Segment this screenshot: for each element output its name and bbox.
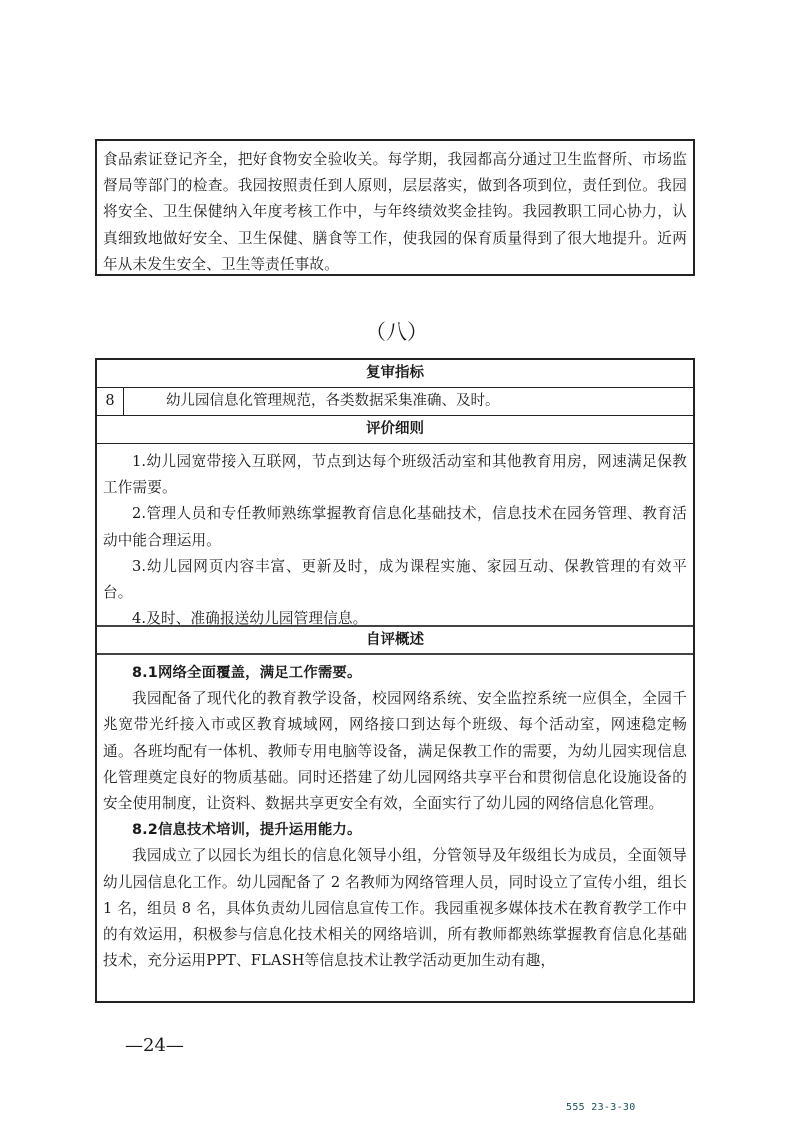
self-eval-heading: 8.2信息技术培训，提升运用能力。 (132, 822, 362, 839)
section-title: （八） (365, 320, 428, 344)
indicator-number: 8 (97, 388, 124, 415)
criteria-header: 评价细则 (97, 416, 693, 444)
review-indicator-header: 复审指标 (97, 360, 693, 388)
criteria-item: 3.幼儿园网页内容丰富、更新及时，成为课程实施、家园互动、保教管理的有效平台。 (103, 557, 687, 602)
criteria-item: 2.管理人员和专任教师熟练掌握教育信息化基础技术，信息技术在园务管理、教育活动中能合理运用。 (103, 505, 687, 549)
indicator-row (97, 388, 693, 416)
criteria-item: 4.及时、准确报送幼儿园管理信息。 (132, 610, 368, 628)
self-eval-body: 我园配备了现代化的教育教学设备，校园网络系统、安全监控系统一应俱全，全园千兆宽带光纤接入市或区教育城域网，网络接口到达每个班级、每个活动室，网速稳定畅通。各班均配有一体机、教师专用电脑等设备，满足保教工作的需要，为幼儿园实现信息化管理奠定良好的物质基础。同时还搭建了幼儿园网络共享平台和贯彻信息化设施设备的安全使用制度，让资料、数据共享更安全有效，全面实行了幼儿园的网络信息化管理。 (103, 690, 687, 813)
criteria-item: 1.幼儿园宽带接入互联网，节点到达每个班级活动室和其他教育用房，网速满足保教工作需要。 (103, 453, 687, 497)
self-eval-cell (97, 655, 693, 974)
self-eval-header: 自评概述 (97, 627, 693, 655)
continued-paragraph: 食品索证登记齐全，把好食物安全验收关。每学期，我园都高分通过卫生监督所、市场监督局等部门的检查。我园按照责任到人原则，层层落实，做到各项到位，责任到位。我园将安全、卫生保健纳入年度考核工作中，与年终绩效奖金挂钩。我园教职工同心协力，认真细致地做好安全、卫生保健、膳食等工作，使我园的保育质量得到了很大地提升。近两年从未发生安全、卫生等责任事故。 (103, 151, 687, 273)
continued-text-box (95, 139, 695, 276)
criteria-cell (97, 444, 693, 627)
indicator-text: 幼儿园信息化管理规范，各类数据采集准确、及时。 (166, 393, 500, 409)
print-stamp: 555 23-3-30 (566, 1102, 636, 1113)
review-table (95, 358, 695, 1003)
self-eval-body: 我园成立了以园长为组长的信息化领导小组，分管领导及年级组长为成员，全面领导幼儿园信息化工作。幼儿园配备了 2 名教师为网络管理人员，同时设立了宣传小组，组长 1 名，组员 8 名，具体负责幼儿园信息宣传工作。我园重视多媒体技术在教育教学工作中的有效运用，积极参与信息化技术相关的网络培训，所有教师都熟练掌握教育信息化基础技术，充分运用PPT、FLASH等信息技术让教学活动更加生动有趣， (103, 847, 687, 970)
self-eval-heading: 8.1网络全面覆盖，满足工作需要。 (132, 665, 362, 681)
page-number: —24— (125, 1035, 184, 1056)
